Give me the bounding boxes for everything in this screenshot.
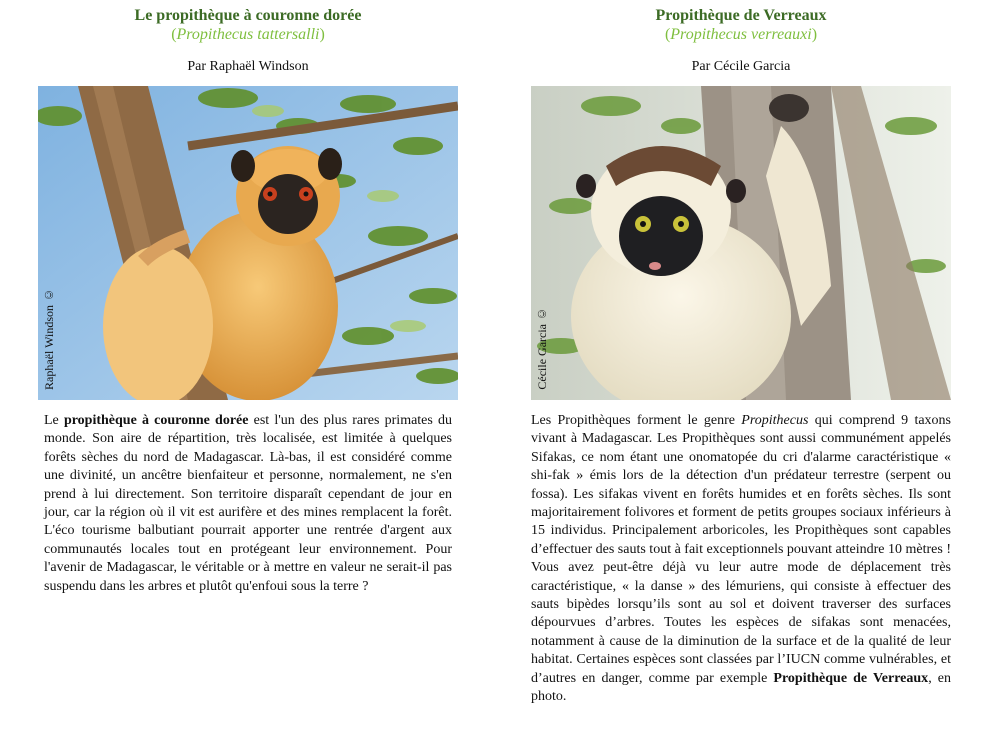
verreaux-sifaka-photo (531, 86, 951, 400)
right-column (531, 0, 951, 707)
golden-crowned-sifaka-photo (38, 86, 458, 400)
right-paragraph: Les Propithèques forment le genre Propithecus qui comprend 9 taxons vivant à Madagascar. Les Propithèques sont aussi communément appelés Sifakas, ce nom étant une onomatopée du cri d'alarme caractéristique « shi-fak » émis lors de la détection d'un prédateur terrestre (serpent ou fossa). Les sifakas vivent en forêts humides et en forêts sèches. Ils sont majoritairement folivores et forment de petits groupes sociaux inférieurs à 15 individus. Principalement arboricoles, les Propithèques sont capables d’effectuer des sauts tout à fait exceptionnels pouvant atteindre 10 mètres ! Vous avez peut-être déjà vu leur autre mode de déplacement très caractéristique, « la danse » des lémuriens, qui consiste à effectuer des sauts bipèdes lorsqu’ils sont au sol et doivent traverser des surfaces dépourvues d’arbres. Toutes les espèces de sifakas sont menacées, notamment à cause de la diminution de la surface et de la qualité de leur habitat. Certaines espèces sont classées par l’IUCN comme vulnérables, et d’autres en danger, comme par exemple Propithèque de Verreaux, en photo. (531, 413, 952, 705)
right-photo-credit: Cécile Garcia © (535, 307, 549, 390)
right-title: Propithèque de Verreaux (655, 7, 827, 24)
right-scientific-name: (Propithecus verreauxi) (664, 26, 818, 43)
left-column (38, 0, 458, 596)
left-photo-credit: Raphaël Windson © (42, 288, 56, 390)
left-paragraph: Le propithèque à couronne dorée est l'un des plus rares primates du monde. Son aire de répartition, très localisée, est limitée à quelques forêts sèches du nord de Madagascar. Là-bas, il est considéré comme une divinité, un ancêtre bienfaiteur et personne, normalement, ne s'en prend à lui directement. Son territoire disparaît cependant de jour en jour, car la région où il vit est aurifère et des mines remplacent la forêt. L'éco tourisme balbutiant pourrait apporter une rentrée d'argent aux communautés locales tout en protégeant leur environnement. Pour l'avenir de Madagascar, le véritable or à mettre en valeur ne serait-il pas suspendu dans les arbres et plutôt qu'enfoui sous la terre ? (44, 413, 453, 594)
left-title: Le propithèque à couronne dorée (134, 7, 362, 24)
right-author: Par Cécile Garcia (691, 59, 791, 74)
left-scientific-name: (Propithecus tattersalli) (171, 26, 325, 43)
left-author: Par Raphaël Windson (187, 59, 309, 74)
